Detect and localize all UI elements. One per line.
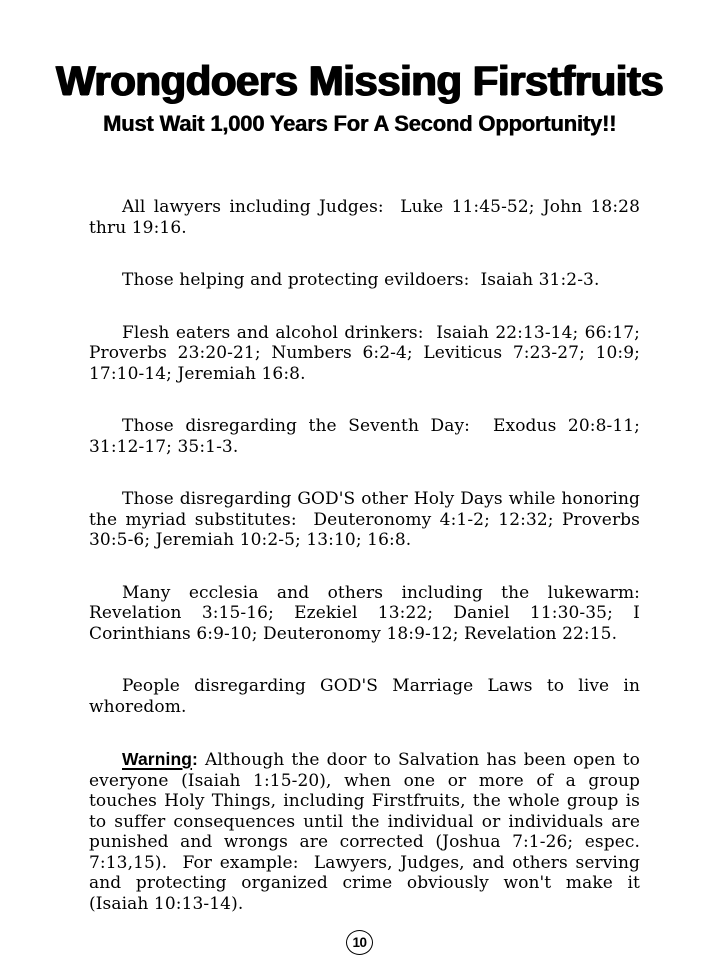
body-text: [89, 137, 640, 914]
warning-text: Although the door to Salvation has been open to everyone (Isaiah 1:15-20), when one or more of a group touches Holy Things, including Firstfruits, the whole group is to suffer consequences until the individual or individuals are punished and wrongs are corrected (Joshua 7:1-26; espec. 7:13,15). For example: Lawyers, Judges, and others serving and protecting organized crime obviously won't make it (Isaiah 10:13-14).: [89, 750, 640, 914]
paragraph-warning: [89, 749, 640, 914]
paragraph-marriage-laws: People disregarding GOD'S Marriage Laws to live in whoredom.: [89, 676, 640, 717]
paragraph-ecclesia: Many ecclesia and others including the lukewarm: Revelation 3:15-16; Ezekiel 13:22; Daniel 11:30-35; I Corinthians 6:9-10; Deuteronomy 18:9-12; Revelation 22:15.: [89, 582, 640, 644]
paragraph-flesh-eaters: Flesh eaters and alcohol drinkers: Isaiah 22:13-14; 66:17; Proverbs 23:20-21; Numbers 6:2-4; Leviticus 7:23-27; 10:9; 17:10-14; Jeremiah 16:8.: [89, 322, 640, 384]
warning-label: Warning: [122, 749, 193, 769]
paragraph-lawyers: All lawyers including Judges: Luke 11:45-52; John 18:28 thru 19:16.: [89, 197, 640, 238]
page-subtitle: Must Wait 1,000 Years For A Second Opportunity!!: [102, 111, 617, 136]
page-number: 10: [352, 934, 367, 950]
page-number-badge: [346, 930, 373, 955]
page-title: Wrongdoers Missing Firstfruits: [55, 57, 664, 104]
warning-colon: :: [192, 749, 198, 769]
paragraph-holy-days: Those disregarding GOD'S other Holy Days while honoring the myriad substitutes: Deuteronomy 4:1-2; 12:32; Proverbs 30:5-6; Jeremiah 10:2-5; 13:10; 16:8.: [89, 489, 640, 550]
paragraph-evildoer-helpers: Those helping and protecting evildoers: Isaiah 31:2-3.: [122, 270, 600, 290]
paragraph-seventh-day: Those disregarding the Seventh Day: Exodus 20:8-11; 31:12-17; 35:1-3.: [89, 416, 640, 457]
